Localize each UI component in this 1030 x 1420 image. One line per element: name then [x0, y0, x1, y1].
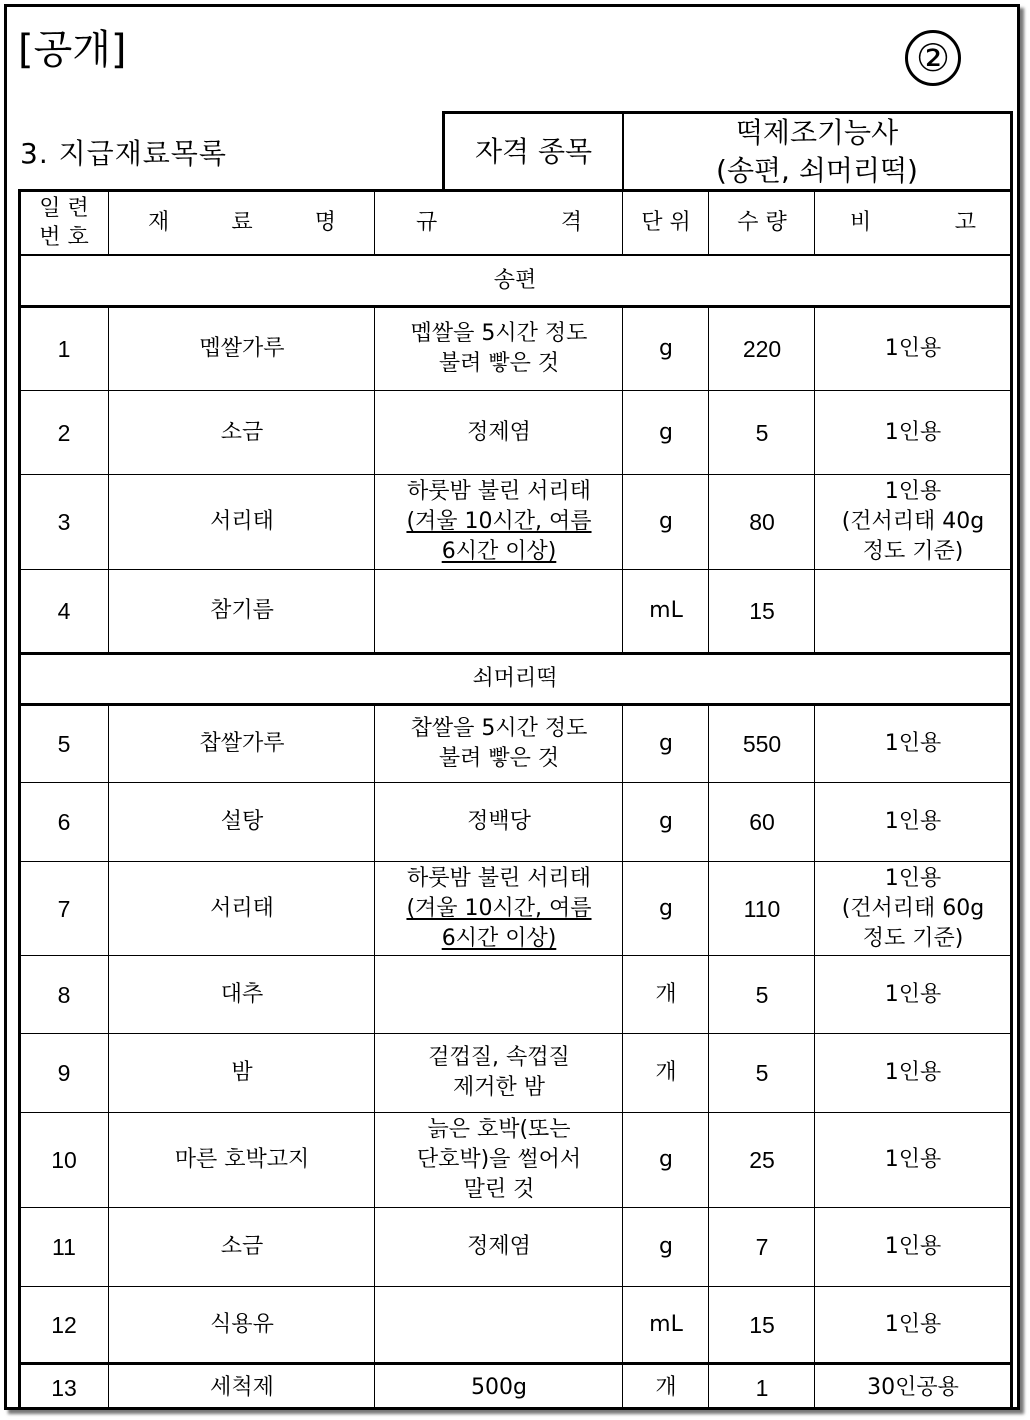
row-number: 9: [57, 1060, 71, 1086]
column-divider: [108, 189, 109, 256]
col-header-no-line1: 일 련: [39, 195, 89, 221]
material-spec-line: 제거한 밤: [452, 1075, 545, 1100]
material-note: [816, 475, 1010, 569]
qual-value: [624, 114, 1010, 189]
column-divider: [708, 704, 709, 1410]
material-unit: g: [659, 895, 673, 921]
material-spec-line: (겨울 10시간, 여름: [406, 895, 592, 921]
row-divider: [18, 955, 1013, 956]
material-spec-line: 정백당: [467, 809, 531, 834]
material-note: [816, 570, 1010, 652]
material-quantity: 5: [755, 419, 769, 446]
row-divider: [18, 390, 1013, 391]
group-divider: [18, 703, 1013, 706]
column-divider: [108, 704, 109, 1410]
col-header-name: [110, 191, 374, 254]
material-quantity: 7: [755, 1234, 769, 1260]
material-name: 멥쌀가루: [199, 335, 285, 361]
column-divider: [374, 306, 375, 654]
material-note-line: 1인용: [884, 1311, 942, 1337]
material-note-line: (건서리태 40g: [841, 509, 985, 534]
material-unit: mL: [649, 1311, 683, 1337]
row-divider: [18, 569, 1013, 570]
material-spec-line: 단호박)을 썰어서: [416, 1147, 582, 1172]
disclosure-label: [공개]: [18, 27, 127, 73]
material-spec-line: 늙은 호박(또는: [427, 1117, 571, 1142]
material-quantity: 220: [742, 335, 782, 362]
material-spec: [376, 1208, 622, 1286]
header-bottom-border: [18, 254, 1013, 256]
material-note: [816, 391, 1010, 474]
row-number: 13: [51, 1374, 77, 1401]
material-unit: g: [659, 1234, 673, 1259]
material-spec: [376, 956, 622, 1033]
row-divider: [18, 1033, 1013, 1034]
column-divider: [108, 306, 109, 654]
material-spec: [376, 1113, 622, 1207]
footer-row-divider: [18, 1362, 1013, 1365]
material-spec-line: 멥쌀을 5시간 정도: [410, 320, 588, 346]
col-header-name-char: 재: [148, 209, 170, 235]
material-spec-line: 6시간 이상): [441, 925, 557, 951]
material-name: 서리태: [210, 895, 274, 921]
row-number: 8: [57, 981, 71, 1008]
material-spec: [376, 475, 622, 569]
material-note-line: 1인용: [884, 479, 942, 504]
col-header-spec-char: 규: [416, 209, 438, 235]
material-note: [816, 1365, 1010, 1410]
material-quantity: 550: [742, 730, 782, 757]
material-quantity: 15: [749, 598, 775, 624]
col-header-name-char: 료: [231, 209, 253, 235]
material-note-line: 30인공용: [867, 1374, 959, 1400]
material-note: [816, 1113, 1010, 1207]
material-spec-line: 말린 것: [463, 1177, 535, 1202]
table-top-border: [18, 189, 1013, 192]
col-header-unit: 단 위: [641, 209, 691, 235]
material-quantity: 60: [749, 809, 775, 835]
group-divider: [18, 652, 1013, 655]
material-name: 밤: [231, 1060, 253, 1085]
material-name: 대추: [220, 981, 264, 1007]
material-name: 소금: [220, 419, 264, 445]
material-note-line: 1인용: [884, 865, 942, 891]
material-unit: mL: [649, 598, 683, 623]
material-name: 설탕: [220, 809, 264, 834]
material-spec-line: 500g: [471, 1374, 527, 1400]
material-name: 마른 호박고지: [174, 1147, 310, 1172]
material-note-line: 1인용: [884, 335, 942, 361]
qual-box-right-border: [1010, 111, 1013, 189]
material-spec-line: 정제염: [467, 419, 531, 445]
material-spec-line: (겨울 10시간, 여름: [406, 509, 592, 534]
qual-value-line2: (송편, 쇠머리떡): [716, 153, 918, 187]
material-note-line: 1인용: [884, 1060, 942, 1085]
material-note: [816, 783, 1010, 861]
row-divider: [18, 782, 1013, 783]
material-name: 참기름: [210, 598, 274, 623]
material-note: [816, 1034, 1010, 1112]
material-note: [816, 705, 1010, 782]
material-unit: g: [659, 1147, 673, 1172]
material-quantity: 15: [749, 1311, 775, 1338]
material-spec: [376, 570, 622, 652]
material-note: [816, 862, 1010, 955]
material-name: 식용유: [210, 1311, 274, 1337]
column-divider: [814, 189, 815, 256]
row-number: 6: [57, 809, 71, 835]
material-spec: [376, 783, 622, 861]
page-number-mark: ②: [905, 30, 961, 86]
column-divider: [374, 189, 375, 256]
column-divider: [708, 189, 709, 256]
material-name: 소금: [220, 1234, 264, 1259]
col-header-name-char: 명: [314, 209, 336, 235]
material-note: [816, 956, 1010, 1033]
material-spec-line: 겉껍질, 속껍질: [428, 1045, 570, 1070]
qual-value-line1: 떡제조기능사: [735, 115, 899, 149]
material-unit: 개: [655, 1374, 677, 1400]
row-number: 4: [57, 598, 71, 624]
material-spec-line: 정제염: [467, 1234, 531, 1259]
col-header-spec: [376, 191, 622, 254]
material-unit: g: [659, 509, 673, 534]
column-divider: [814, 704, 815, 1410]
material-note-line: 1인용: [884, 981, 942, 1007]
qual-label: 자격 종목: [474, 134, 593, 168]
row-divider: [18, 1112, 1013, 1113]
column-divider: [374, 704, 375, 1410]
material-quantity: 25: [749, 1147, 775, 1173]
material-spec-line: 하룻밤 불린 서리태: [406, 479, 591, 504]
material-spec: [376, 307, 622, 390]
material-note-line: 정도 기준): [862, 539, 964, 564]
material-spec: [376, 391, 622, 474]
group-divider: [18, 305, 1013, 308]
row-divider: [18, 1207, 1013, 1208]
row-divider: [18, 861, 1013, 862]
row-number: 11: [52, 1234, 76, 1260]
row-number: 5: [57, 730, 71, 757]
material-spec: [376, 862, 622, 955]
material-note: [816, 1287, 1010, 1362]
material-unit: g: [659, 730, 673, 756]
col-header-no: [20, 191, 108, 254]
col-header-qty: 수 량: [737, 209, 787, 235]
row-number: 12: [51, 1311, 77, 1338]
material-unit: g: [659, 335, 673, 361]
row-number: 7: [57, 895, 71, 922]
material-note-line: 1인용: [884, 1234, 942, 1259]
material-quantity: 5: [755, 981, 769, 1008]
material-quantity: 110: [743, 895, 781, 922]
material-note-line: 1인용: [884, 1147, 942, 1172]
material-unit: 개: [655, 981, 677, 1007]
col-header-note-char: 비: [850, 209, 872, 235]
material-name: 찹쌀가루: [199, 730, 285, 756]
column-divider: [622, 189, 623, 256]
material-quantity: 80: [749, 509, 775, 535]
material-name: 서리태: [210, 509, 274, 534]
material-quantity: 1: [755, 1374, 769, 1401]
col-header-spec-char: 격: [560, 209, 582, 235]
row-number: 2: [57, 419, 71, 446]
material-unit: g: [659, 809, 673, 834]
col-header-note-char: 고: [954, 209, 976, 235]
material-note: [816, 1208, 1010, 1286]
col-header-no-line2: 번 호: [39, 224, 89, 250]
material-note: [816, 307, 1010, 390]
material-spec: [376, 1034, 622, 1112]
material-note-line: 1인용: [884, 419, 942, 445]
column-divider: [708, 306, 709, 654]
material-spec: [376, 1287, 622, 1362]
col-header-note: [816, 191, 1010, 254]
material-spec-line: 불려 빻은 것: [438, 350, 560, 376]
material-spec-line: 6시간 이상): [441, 539, 557, 564]
column-divider: [622, 306, 623, 654]
material-note-line: 1인용: [884, 809, 942, 834]
material-quantity: 5: [755, 1060, 769, 1086]
row-divider: [18, 1286, 1013, 1287]
group-title-songpyeon: 송편: [493, 268, 537, 293]
material-name: 세척제: [210, 1374, 274, 1400]
group-title-soemeori: 쇠머리떡: [472, 666, 558, 691]
material-spec: [376, 705, 622, 782]
material-unit: 개: [655, 1060, 677, 1085]
material-spec-line: 불려 빻은 것: [438, 745, 560, 771]
table-left-border: [18, 189, 21, 1410]
section-title: 3. 지급재료목록: [20, 137, 227, 170]
row-number: 10: [51, 1147, 77, 1173]
material-note-line: 1인용: [884, 730, 942, 756]
material-note-line: 정도 기준): [862, 925, 964, 951]
material-note-line: (건서리태 60g: [841, 895, 985, 921]
table-right-border: [1010, 189, 1013, 1410]
material-unit: g: [659, 419, 673, 445]
row-divider: [18, 474, 1013, 475]
row-number: 3: [57, 509, 71, 535]
material-spec: [376, 1365, 622, 1410]
row-number: 1: [57, 335, 71, 362]
column-divider: [622, 704, 623, 1410]
material-spec-line: 찹쌀을 5시간 정도: [410, 715, 588, 741]
column-divider: [814, 306, 815, 654]
material-spec-line: 하룻밤 불린 서리태: [406, 865, 591, 891]
